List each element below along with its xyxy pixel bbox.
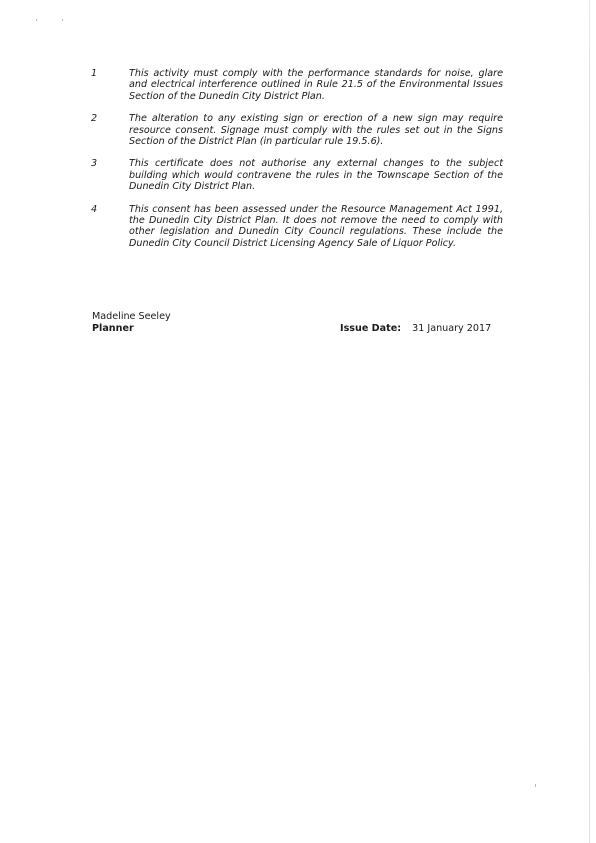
condition-item [91,113,503,147]
condition-number: 2 [91,113,98,125]
issue-date-block [340,323,491,335]
scan-edge-line [589,0,590,843]
condition-text: This consent has been assessed under the Resource Management Act 1991, the Dunedin City District Plan. It does not remove the need to comply with other legislation and Dunedin City Council regulations. These include the Dunedin City Council District Licensing Agency Sale of Liquor Policy. [129,203,503,249]
conditions-list [91,68,503,260]
issue-date-label: Issue Date: [340,323,402,334]
condition-text: The alteration to any existing sign or erection of a new sign may require resource consent. Signage must comply with the rules set out in the Signs Section of the District Plan (in particular rule 19.5.6). [129,113,503,148]
condition-item [91,204,503,250]
condition-text: This activity must comply with the performance standards for noise, glare and electrical interference outlined in Rule 21.5 of the Environmental Issues Section of the Dunedin City District Plan. [129,68,503,102]
scan-speck [62,19,63,21]
condition-number: 1 [91,68,98,79]
signatory-name: Madeline Seeley [92,311,171,322]
scan-speck [535,784,536,787]
issue-date-value: 31 January 2017 [412,323,492,334]
condition-number: 4 [91,203,98,215]
condition-number: 3 [91,158,98,170]
condition-text: This certificate does not authorise any external changes to the subject building which would contravene the rules in the Townscape Section of the Dunedin City District Plan. [129,158,503,193]
signature-block [92,311,171,334]
scan-speck [36,19,37,21]
condition-item [91,158,503,192]
condition-item [91,68,503,102]
signatory-title: Planner [92,322,134,334]
